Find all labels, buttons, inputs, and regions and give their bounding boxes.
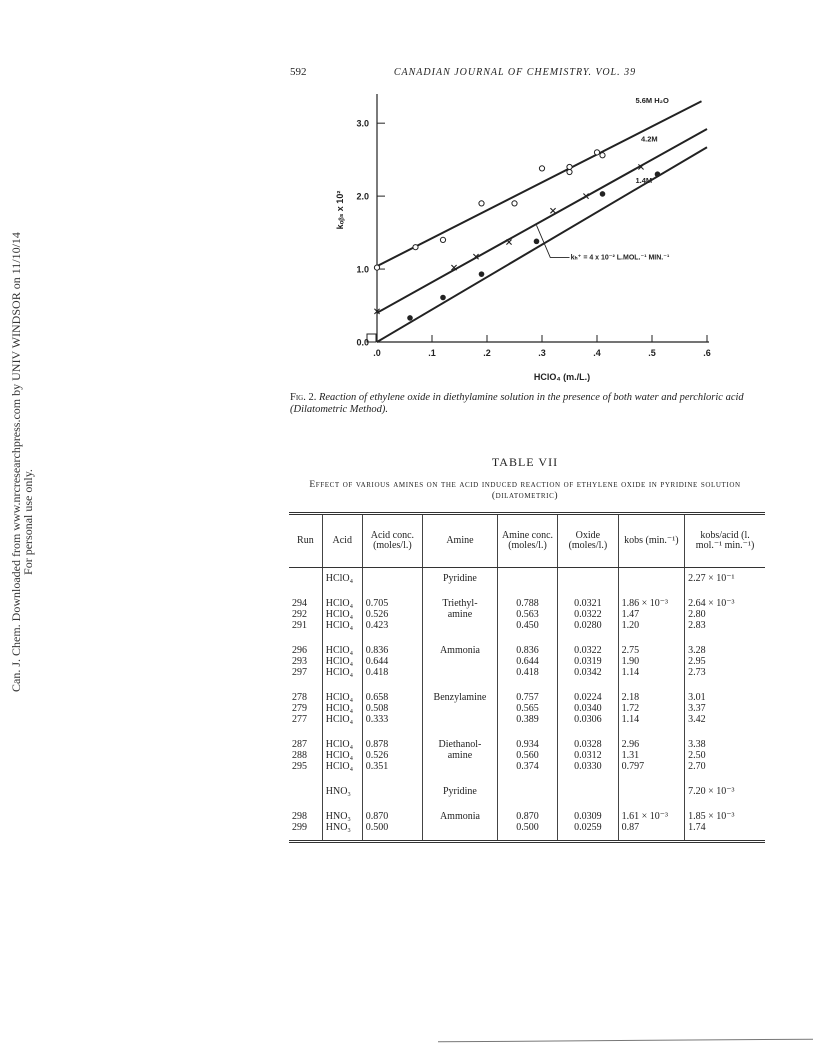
cell-acid	[322, 568, 362, 592]
data-point-circle	[374, 265, 379, 270]
cell-line: 277	[292, 714, 307, 725]
cell-kobs-acid	[685, 732, 765, 779]
cell-line: 297	[292, 667, 307, 678]
cell-line	[366, 787, 419, 798]
cell-line: 0.0280	[574, 620, 602, 631]
download-line: Can. J. Chem. Downloaded from www.nrcresearchpress.com by UNIV WINDSOR on 11/10/14	[9, 232, 23, 692]
data-point-circle	[413, 245, 418, 250]
annotation-text: kₕ⁺ = 4 x 10⁻² L.MOL.⁻¹ MIN.⁻¹	[570, 254, 670, 262]
y-tick-label: 0.0	[356, 337, 369, 348]
cell-line: 295	[292, 761, 307, 772]
cell-line: 0.423	[365, 620, 389, 631]
cell-line: 2.64 × 10⁻³	[688, 598, 735, 609]
cell-line: 0.560	[516, 750, 539, 761]
data-point-circle	[512, 201, 517, 206]
cell-line: HClO₄	[325, 761, 354, 772]
cell-line: 0.644	[516, 656, 539, 667]
x-tick-label: .2	[483, 348, 491, 358]
cell-line: HNO₃	[325, 811, 351, 822]
cell-line: 3.42	[688, 714, 706, 725]
cell-amine-conc	[497, 779, 557, 804]
cell-line	[561, 787, 614, 798]
cell-line: 0.0322	[574, 645, 602, 656]
cell-line: Diethanol-	[438, 739, 482, 750]
y-axis-label: kₒᵦₛ x 10²	[335, 190, 345, 230]
cell-line: 0.565	[516, 703, 539, 714]
cell-line: HClO₄	[325, 667, 354, 678]
cell-line: 288	[292, 750, 307, 761]
cell-acid	[322, 685, 362, 732]
cell-line: 2.70	[688, 761, 706, 772]
personal-use-line: For personal use only.	[21, 469, 35, 575]
cell-line: 0.0259	[574, 822, 602, 833]
cell-line: 3.38	[688, 739, 706, 750]
cell-kobs	[618, 779, 685, 804]
cell-line: 0.836	[516, 645, 539, 656]
cell-line: 1.72	[621, 703, 640, 714]
cell-line: amine	[447, 750, 473, 761]
data-point-circle	[440, 237, 445, 242]
x-tick-label: .4	[593, 348, 601, 358]
cell-line: 0.0342	[574, 667, 602, 678]
cell-line: 0.389	[516, 714, 539, 725]
data-point-dot	[440, 295, 446, 301]
cell-line: 1.90	[621, 656, 640, 667]
cell-line: 0.658	[365, 692, 389, 703]
data-point-dot	[407, 315, 413, 321]
cell-line: 2.83	[688, 620, 706, 631]
data-point-circle	[479, 201, 484, 206]
header-kobs-acid: kobs/acid (l. mol.⁻¹ min.⁻¹)	[685, 514, 765, 568]
cell-amine	[423, 568, 498, 592]
series-label: 4.2M	[641, 134, 658, 144]
cell-line: 2.27 × 10⁻¹	[688, 573, 735, 584]
cell-line: 2.75	[621, 645, 640, 656]
cell-line	[292, 787, 319, 798]
cell-line: HClO₄	[325, 656, 354, 667]
cell-line: 0.878	[365, 739, 389, 750]
cell-run	[289, 591, 322, 638]
cell-line: Ammonia	[439, 811, 480, 822]
cell-line: HNO₃	[325, 786, 351, 797]
amine-effect-table	[289, 512, 765, 843]
cell-line: 0.0340	[574, 703, 602, 714]
x-tick-label: .1	[428, 348, 436, 358]
cell-line: 292	[292, 609, 307, 620]
header-acid: Acid	[322, 514, 362, 568]
table-body	[289, 568, 765, 842]
x-tick-label: .5	[648, 348, 656, 358]
cell-line: 0.0330	[574, 761, 602, 772]
cell-acid	[322, 591, 362, 638]
cell-line: 0.0306	[574, 714, 602, 725]
cell-line: 293	[292, 656, 307, 667]
data-point-circle	[539, 166, 544, 171]
cell-line: 2.18	[621, 692, 640, 703]
data-point-dot	[655, 171, 661, 177]
header-kobs: kobs (min.⁻¹)	[618, 514, 685, 568]
table-row	[289, 779, 765, 804]
cell-line: HClO₄	[325, 739, 354, 750]
cell-line: 0.418	[516, 667, 539, 678]
cell-acid-conc	[362, 732, 422, 779]
cell-line: 0.418	[365, 667, 389, 678]
cell-oxide	[558, 568, 618, 592]
cell-amine	[423, 779, 498, 804]
cell-line	[292, 574, 319, 585]
series-label: 5.6M H₂O	[635, 95, 669, 105]
cell-line: amine	[447, 609, 473, 620]
header-amine-conc: Amine conc. (moles/l.)	[497, 514, 557, 568]
cell-line: 2.73	[688, 667, 706, 678]
figure-caption-text: Reaction of ethylene oxide in diethylamine solution in the presence of both water and perchloric acid (Dilatometric Method).	[290, 392, 744, 415]
series-line	[377, 129, 707, 313]
table-row	[289, 591, 765, 638]
annotation-leader	[537, 225, 570, 257]
cell-kobs	[618, 685, 685, 732]
cell-line: HClO₄	[325, 573, 354, 584]
cell-line: HClO₄	[325, 645, 354, 656]
cell-line: 279	[292, 703, 307, 714]
cell-run	[289, 568, 322, 592]
y-tick-label: 3.0	[356, 118, 369, 129]
cell-line: 0.526	[365, 609, 389, 620]
cell-line	[501, 787, 554, 798]
data-point-circle	[600, 153, 605, 158]
cell-line: 0.705	[365, 598, 389, 609]
cell-line: 2.95	[688, 656, 706, 667]
cell-line: 2.80	[688, 609, 706, 620]
series-label: 1.4M	[635, 175, 653, 185]
cell-amine-conc	[497, 568, 557, 592]
header-acid-conc: Acid conc. (moles/l.)	[362, 514, 422, 568]
cell-kobs-acid	[685, 568, 765, 592]
cell-acid	[322, 779, 362, 804]
table-row	[289, 804, 765, 842]
cell-acid-conc	[362, 568, 422, 592]
cell-line: 1.20	[621, 620, 640, 631]
cell-kobs-acid	[685, 804, 765, 842]
cell-oxide	[558, 685, 618, 732]
cell-line: 0.374	[516, 761, 539, 772]
cell-line: 0.870	[516, 811, 539, 822]
x-axis-label: HClO₄ (m./L.)	[533, 372, 591, 382]
side-download-note	[9, 232, 35, 692]
cell-line: HClO₄	[325, 609, 354, 620]
cell-line: 1.47	[621, 609, 640, 620]
cell-line: 0.0328	[574, 739, 602, 750]
data-point-dot	[534, 239, 540, 245]
cell-line	[622, 574, 682, 585]
cell-line: HClO₄	[325, 750, 354, 761]
cell-line: HClO₄	[325, 714, 354, 725]
y-tick-label: 2.0	[356, 191, 369, 202]
table-row	[289, 638, 765, 685]
cell-line	[426, 621, 494, 632]
cell-kobs-acid	[685, 685, 765, 732]
cell-kobs-acid	[685, 779, 765, 804]
cell-line: 1.14	[621, 667, 640, 678]
cell-run	[289, 685, 322, 732]
cell-line: 0.757	[516, 692, 539, 703]
cell-line: 0.788	[516, 598, 539, 609]
cell-line: 299	[292, 822, 307, 833]
cell-acid-conc	[362, 591, 422, 638]
cell-line	[426, 668, 494, 679]
cell-line	[426, 704, 494, 715]
x-tick-label: .0	[373, 348, 381, 358]
cell-line: 0.836	[365, 645, 389, 656]
cell-amine	[423, 591, 498, 638]
cell-line: 1.85 × 10⁻³	[688, 811, 735, 822]
cell-line: 0.934	[516, 739, 539, 750]
cell-oxide	[558, 779, 618, 804]
figure-2-chart	[330, 88, 730, 388]
cell-line: 296	[292, 645, 307, 656]
cell-amine-conc	[497, 591, 557, 638]
cell-oxide	[558, 591, 618, 638]
cell-line	[426, 762, 494, 773]
cell-line	[426, 823, 494, 834]
table-subtitle: Effect of various amines on the acid induced reaction of ethylene oxide in pyridine solution (dilatometric)	[309, 480, 741, 501]
data-point-circle	[567, 164, 572, 169]
cell-oxide	[558, 804, 618, 842]
cell-line: 0.526	[365, 750, 389, 761]
cell-line	[426, 657, 494, 668]
cell-line: 0.351	[365, 761, 389, 772]
cell-kobs	[618, 732, 685, 779]
cell-line: 1.14	[621, 714, 640, 725]
cell-line: 1.61 × 10⁻³	[621, 811, 668, 822]
cell-acid-conc	[362, 804, 422, 842]
x-tick-label: .6	[703, 348, 711, 358]
header-oxide: Oxide (moles/l.)	[558, 514, 618, 568]
cell-acid-conc	[362, 638, 422, 685]
cell-line: 0.0309	[574, 811, 602, 822]
cell-run	[289, 804, 322, 842]
cell-oxide	[558, 638, 618, 685]
cell-line: 0.0224	[574, 692, 602, 703]
page-number: 592	[290, 66, 307, 78]
table-row	[289, 732, 765, 779]
cell-line	[561, 574, 614, 585]
table-header-row	[289, 514, 765, 568]
cell-amine-conc	[497, 804, 557, 842]
cell-line: 0.500	[516, 822, 539, 833]
cell-acid-conc	[362, 685, 422, 732]
cell-line: 3.28	[688, 645, 706, 656]
y-tick-label: 1.0	[356, 264, 369, 275]
cell-amine	[423, 685, 498, 732]
cell-line: 2.96	[621, 739, 640, 750]
cell-line: 298	[292, 811, 307, 822]
cell-line	[426, 715, 494, 726]
cell-acid	[322, 732, 362, 779]
cell-line: Benzylamine	[433, 692, 487, 703]
figure-caption	[290, 392, 760, 416]
cell-line: 0.0322	[574, 609, 602, 620]
cell-line: HClO₄	[325, 692, 354, 703]
cell-line: 287	[292, 739, 307, 750]
cell-amine	[423, 804, 498, 842]
cell-line: 0.87	[621, 822, 640, 833]
cell-line: 0.870	[365, 811, 389, 822]
cell-line: HClO₄	[325, 598, 354, 609]
cell-line: 3.01	[688, 692, 706, 703]
data-point-circle	[567, 169, 572, 174]
cell-line: 291	[292, 620, 307, 631]
cell-oxide	[558, 732, 618, 779]
table-row	[289, 685, 765, 732]
data-point-circle	[594, 150, 599, 155]
cell-run	[289, 779, 322, 804]
cell-line: 0.450	[516, 620, 539, 631]
table-title: TABLE VII	[491, 455, 559, 469]
cell-line: 0.500	[365, 822, 389, 833]
data-point-dot	[479, 271, 485, 277]
cell-line	[501, 574, 554, 585]
cell-line: 294	[292, 598, 307, 609]
cell-line: 0.0321	[574, 598, 602, 609]
cell-line: Triethyl-	[442, 598, 478, 609]
x-tick-label: .3	[538, 348, 546, 358]
header-amine: Amine	[423, 514, 498, 568]
cell-line: 0.797	[621, 761, 645, 772]
cell-line: HClO₄	[325, 703, 354, 714]
cell-line: HNO₃	[325, 822, 351, 833]
cell-kobs-acid	[685, 591, 765, 638]
header-run: Run	[289, 514, 322, 568]
cell-line	[622, 787, 682, 798]
cell-line: 278	[292, 692, 307, 703]
cell-line: 0.508	[365, 703, 389, 714]
cell-line	[366, 574, 419, 585]
cell-amine	[423, 732, 498, 779]
cell-amine-conc	[497, 638, 557, 685]
cell-line: 7.20 × 10⁻³	[688, 786, 735, 797]
cell-acid	[322, 638, 362, 685]
cell-run	[289, 638, 322, 685]
cell-amine-conc	[497, 732, 557, 779]
page-header	[290, 66, 740, 82]
cell-amine	[423, 638, 498, 685]
cell-line: 0.644	[365, 656, 389, 667]
cell-line: HClO₄	[325, 620, 354, 631]
cell-line: Pyridine	[442, 573, 477, 584]
cell-kobs	[618, 591, 685, 638]
cell-acid	[322, 804, 362, 842]
data-point-dot	[600, 191, 606, 197]
cell-line: Ammonia	[439, 645, 480, 656]
cell-kobs	[618, 568, 685, 592]
cell-line: 0.563	[516, 609, 539, 620]
cell-line: 1.74	[688, 822, 706, 833]
cell-acid-conc	[362, 779, 422, 804]
page-edge-line	[438, 1039, 813, 1043]
cell-line: 2.50	[688, 750, 706, 761]
cell-kobs	[618, 638, 685, 685]
cell-kobs	[618, 804, 685, 842]
cell-line: 3.37	[688, 703, 706, 714]
cell-amine-conc	[497, 685, 557, 732]
cell-line: 0.0319	[574, 656, 602, 667]
cell-run	[289, 732, 322, 779]
journal-title: CANADIAN JOURNAL OF CHEMISTRY. VOL. 39	[393, 67, 637, 78]
cell-kobs-acid	[685, 638, 765, 685]
figure-label: Fig. 2.	[290, 392, 317, 403]
data-point-x	[550, 208, 555, 213]
table-row	[289, 568, 765, 592]
cell-line: 1.86 × 10⁻³	[621, 598, 668, 609]
cell-line: Pyridine	[442, 786, 477, 797]
cell-line: 0.0312	[574, 750, 602, 761]
cell-line: 1.31	[621, 750, 640, 761]
cell-line: 0.333	[365, 714, 389, 725]
